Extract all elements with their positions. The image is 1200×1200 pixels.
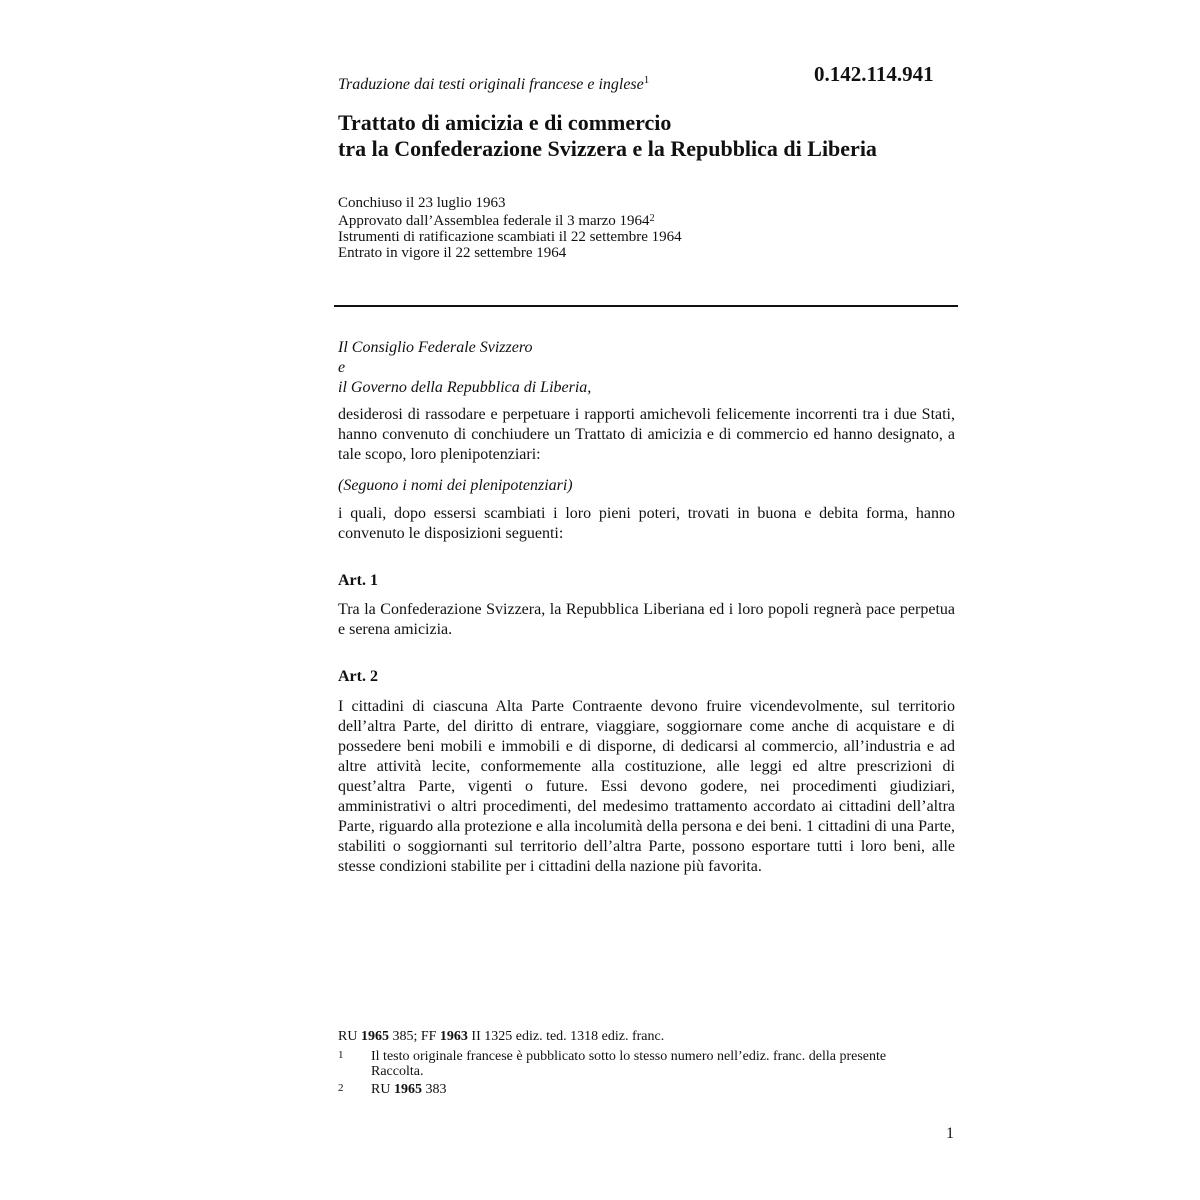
document-title	[338, 110, 877, 162]
article-1-text: Tra la Confederazione Svizzera, la Repubblica Liberiana ed i loro popoli regnerà pace perpetua e serena amicizia.	[338, 601, 955, 638]
footnote-1-number: 1	[338, 1049, 344, 1061]
ref-ru-number: 385; FF	[388, 1029, 440, 1044]
footnote-1-text: Il testo originale francese è pubblicato sotto lo stesso numero nell’ediz. franc. della presente Raccolta.	[371, 1049, 887, 1079]
ref-ff-rest: II 1325 ediz. ted. 1318 ediz. franc.	[467, 1029, 665, 1044]
footnote-2-text	[371, 1082, 931, 1097]
article-2-text: I cittadini di ciascuna Alta Parte Contraente devono fruire vicendevolmente, sul territorio dell’altra Parte, del diritto di entrare, viaggiare, soggiornare come anche di acquistare e di possedere beni mobili e immobili e di disporne, di dedicarsi al commercio, all’industria e ad altre attività lecite, conformemente alla costituzione, alle leggi ed altre prescrizioni di quest’altra Parte, vigenti o future. Essi devono godere, nei procedimenti giudiziari, amministrativi o altri procedimenti, del medesimo trattamento accordato ai cittadini dell’altra Parte, riguardo alla protezione e alla incolumità della persona e dei beni. 1 cittadini di una Parte, stabiliti o soggiornanti sul territorio dell’altra Parte, possono esportare tutti i loro beni, alle stesse condizioni stabilite per i cittadini della nazione più favorita.	[338, 698, 955, 875]
title-line-1: Trattato di amicizia e di commercio	[338, 110, 672, 135]
footnote-ref-1[interactable]: 1	[643, 74, 650, 86]
preamble-party-2: il Governo della Repubblica di Liberia,	[338, 379, 592, 396]
ref-ru-label: RU	[338, 1029, 361, 1044]
plenipotentiaries-note: (Seguono i nomi dei plenipotenziari)	[338, 477, 573, 494]
translation-note-text: Traduzione dai testi originali francese e inglese	[338, 76, 644, 93]
ref-ru-year: 1965	[360, 1029, 389, 1044]
treaty-dates	[338, 195, 682, 261]
preamble-party-1: Il Consiglio Federale Svizzero	[338, 339, 533, 356]
ratification-date: Istrumenti di ratificazione scambiati il 22 settembre 1964	[338, 229, 682, 245]
approved-text: Approvato dall’Assemblea federale il 3 marzo 1964	[338, 213, 650, 229]
in-force-date: Entrato in vigore il 22 settembre 1964	[338, 245, 567, 261]
footnote-2-number: 2	[338, 1082, 344, 1094]
page-number: 1	[946, 1125, 954, 1142]
publication-reference	[338, 1029, 664, 1045]
preamble-paragraph-2: i quali, dopo essersi scambiati i loro pieni poteri, trovati in buona e debita forma, hanno convenuto le disposizioni seguenti:	[338, 505, 955, 542]
article-2-heading: Art. 2	[338, 668, 378, 685]
translation-note	[338, 74, 649, 94]
concluded-date: Conchiuso il 23 luglio 1963	[338, 195, 506, 211]
approved-date	[338, 211, 682, 229]
footnote-ref-2[interactable]: 2	[649, 213, 655, 224]
horizontal-rule	[334, 305, 958, 307]
preamble-conjunction: e	[338, 359, 346, 376]
ref-ff-year: 1963	[439, 1029, 468, 1044]
title-line-2: tra la Confederazione Svizzera e la Repubblica di Liberia	[338, 136, 877, 161]
footnote-2-suffix: 383	[421, 1082, 447, 1097]
sr-number: 0.142.114.941	[814, 62, 934, 86]
footnote-2-year: 1965	[393, 1082, 422, 1097]
article-1-heading: Art. 1	[338, 572, 378, 589]
preamble-paragraph-1: desiderosi di rassodare e perpetuare i rapporti amichevoli felicemente incorrenti tra i due Stati, hanno convenuto di conchiudere un Trattato di amicizia e di commercio ed hanno designato, a tale scopo, loro plenipotenziari:	[338, 406, 955, 463]
footnote-2-prefix: RU	[371, 1082, 394, 1097]
